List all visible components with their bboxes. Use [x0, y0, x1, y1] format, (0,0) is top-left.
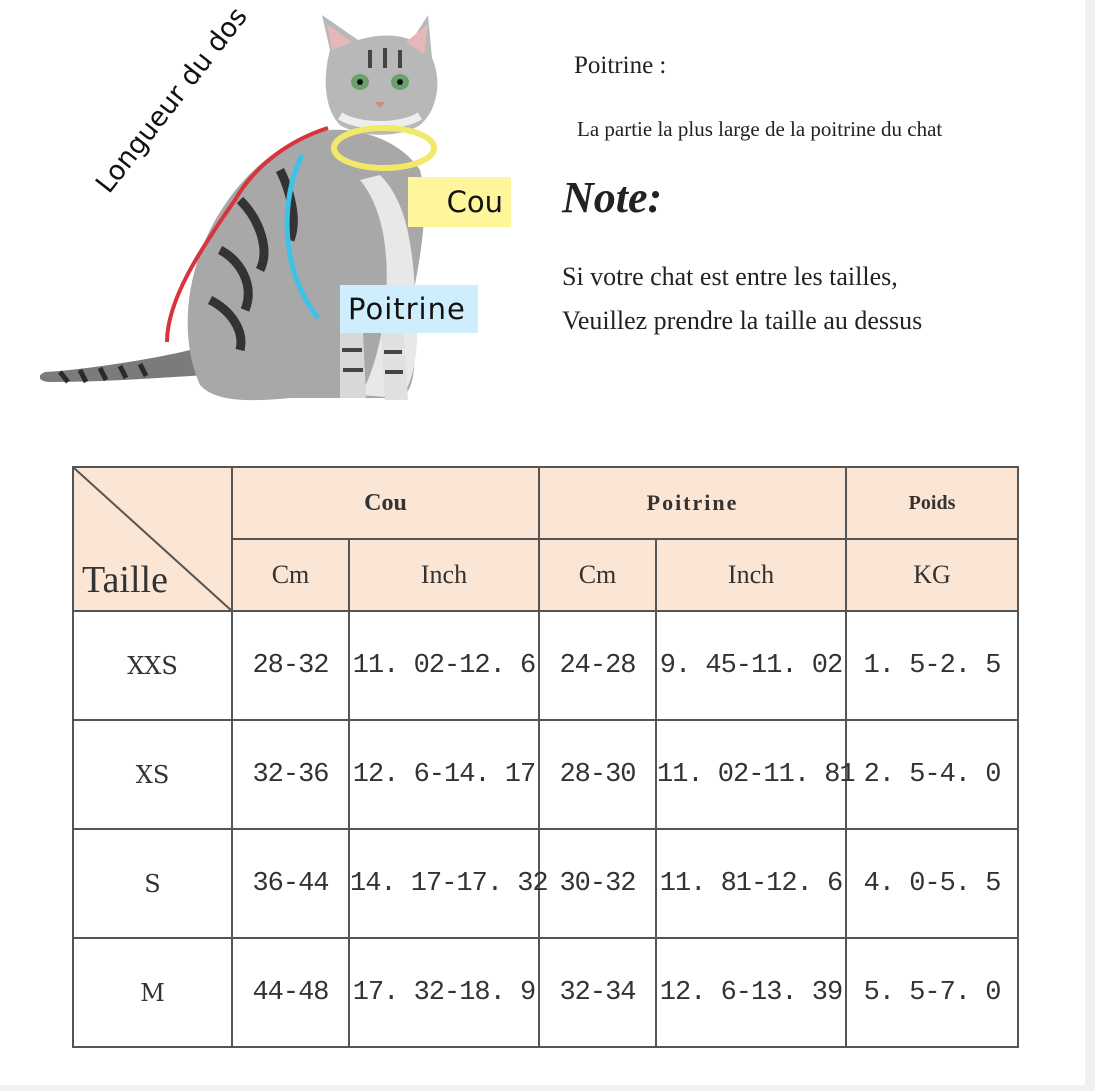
- bottom-edge: [0, 1085, 1095, 1091]
- chest-inch-cell: 12. 6-13. 39: [656, 938, 846, 1047]
- weight-cell: 5. 5-7. 0: [846, 938, 1018, 1047]
- weight-cell: 2. 5-4. 0: [846, 720, 1018, 829]
- chest-inch-cell: 11. 02-11. 81: [656, 720, 846, 829]
- weight-group-header: Poids: [846, 467, 1018, 539]
- table-row: [73, 829, 1018, 938]
- size-header: Taille: [82, 559, 168, 601]
- weight-kg-header: KG: [846, 539, 1018, 611]
- right-edge: [1085, 0, 1095, 1091]
- chest-cm-header: Cm: [539, 539, 656, 611]
- chest-label: Poitrine: [340, 285, 478, 333]
- chest-inch-cell: 9. 45-11. 02: [656, 611, 846, 720]
- size-cell: S: [73, 829, 232, 938]
- back-length-label: Longueur du dos: [90, 1, 254, 200]
- chest-description: La partie la plus large de la poitrine du chat: [577, 117, 943, 141]
- neck-inch-cell: 11. 02-12. 6: [349, 611, 539, 720]
- note-line-1: Si votre chat est entre les tailles,: [562, 262, 898, 291]
- table-row: [73, 938, 1018, 1047]
- neck-inch-cell: 14. 17-17. 32: [349, 829, 539, 938]
- neck-inch-cell: 17. 32-18. 9: [349, 938, 539, 1047]
- weight-cell: 4. 0-5. 5: [846, 829, 1018, 938]
- size-cell: XS: [73, 720, 232, 829]
- neck-cm-cell: 28-32: [232, 611, 349, 720]
- neck-group-header: Cou: [232, 467, 539, 539]
- weight-cell: 1. 5-2. 5: [846, 611, 1018, 720]
- chest-title: Poitrine :: [574, 52, 667, 79]
- neck-cm-header: Cm: [232, 539, 349, 611]
- chest-cm-cell: 28-30: [539, 720, 656, 829]
- chest-cm-cell: 24-28: [539, 611, 656, 720]
- chest-inch-cell: 11. 81-12. 6: [656, 829, 846, 938]
- table-row: [73, 611, 1018, 720]
- chest-cm-cell: 30-32: [539, 829, 656, 938]
- size-table: [72, 466, 1019, 1048]
- size-cell: M: [73, 938, 232, 1047]
- chest-cm-cell: 32-34: [539, 938, 656, 1047]
- neck-cm-cell: 32-36: [232, 720, 349, 829]
- note-line-2: Veuillez prendre la taille au dessus: [562, 306, 923, 335]
- neck-cm-cell: 36-44: [232, 829, 349, 938]
- neck-inch-header: Inch: [349, 539, 539, 611]
- size-corner-cell: [73, 467, 232, 611]
- chest-group-header: Poitrine: [539, 467, 846, 539]
- chest-inch-header: Inch: [656, 539, 846, 611]
- table-row: [73, 720, 1018, 829]
- neck-label: Cou: [408, 177, 511, 227]
- neck-cm-cell: 44-48: [232, 938, 349, 1047]
- neck-inch-cell: 12. 6-14. 17: [349, 720, 539, 829]
- size-cell: XXS: [73, 611, 232, 720]
- note-title: Note:: [562, 173, 663, 222]
